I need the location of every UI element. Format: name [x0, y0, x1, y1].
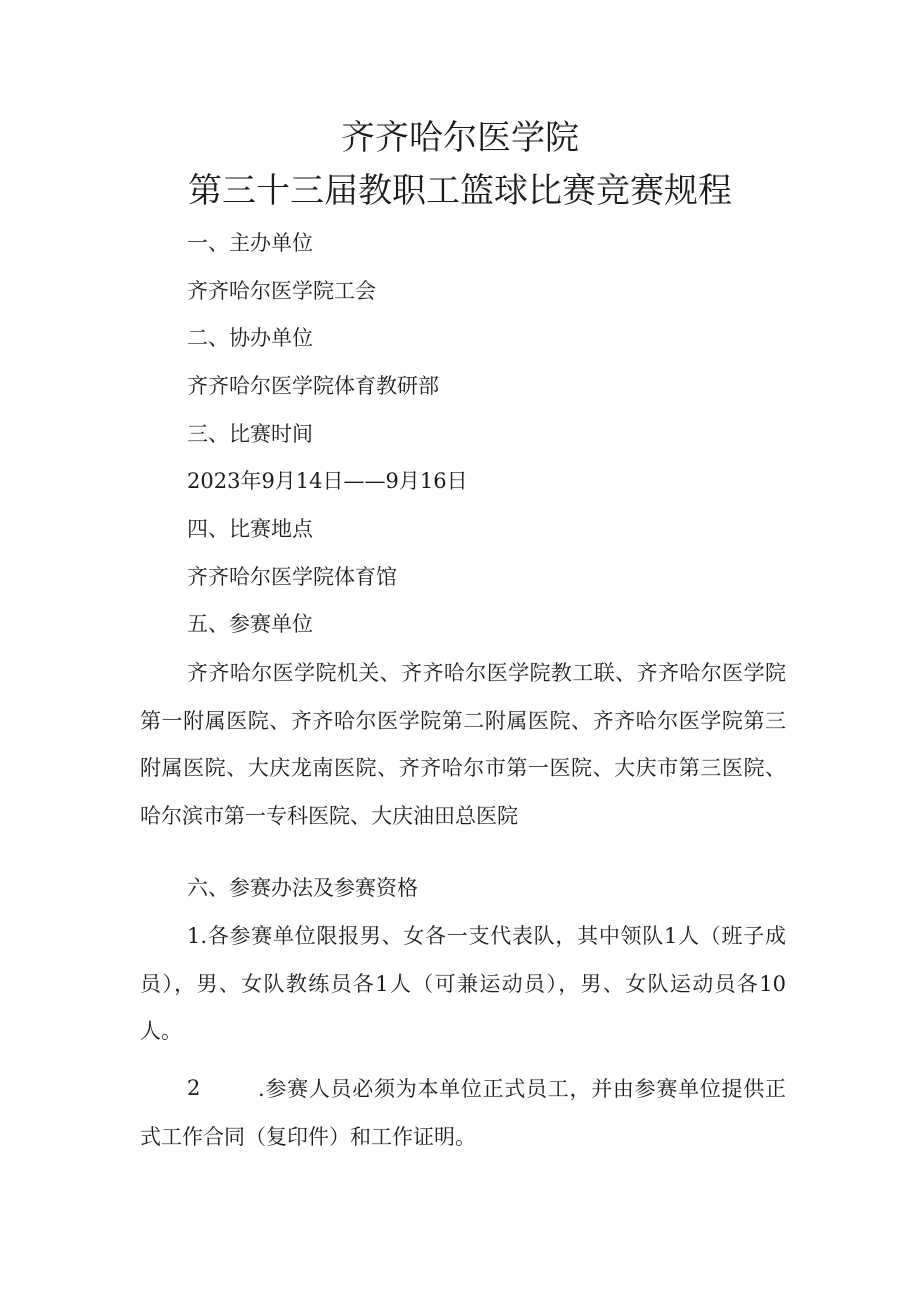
section6-item1: 1.各参赛单位限报男、女各一支代表队，其中领队1人（班子成员），男、女队教练员各1人（可兼运动员），男、女队运动员各10人。 — [140, 924, 786, 1043]
document-title-line1: 齐齐哈尔医学院 — [341, 118, 579, 158]
section2-heading: 二、协办单位 — [187, 326, 313, 350]
section1-body: 齐齐哈尔医学院工会 — [187, 279, 376, 303]
section3-heading: 三、比赛时间 — [187, 422, 313, 446]
section5-body: 齐齐哈尔医学院机关、齐齐哈尔医学院教工联、齐齐哈尔医学院第一附属医院、齐齐哈尔医学院第二附属医院、齐齐哈尔医学院第三附属医院、大庆龙南医院、齐齐哈尔市第一医院、大庆市第三医院、哈尔滨市第一专科医院、大庆油田总医院 — [140, 661, 786, 828]
section4-heading: 四、比赛地点 — [187, 517, 313, 541]
section6-heading: 六、参赛办法及参赛资格 — [187, 876, 418, 900]
section3-body: 2023年9月14日——9月16日 — [187, 469, 468, 493]
section2-body: 齐齐哈尔医学院体育教研部 — [187, 374, 439, 398]
section5-heading: 五、参赛单位 — [187, 612, 313, 636]
section6-item2: .参赛人员必须为本单位正式员工，并由参赛单位提供正式工作合同（复印件）和工作证明。 — [140, 1077, 786, 1149]
document-title-line2: 第三十三届教职工篮球比赛竞赛规程 — [188, 171, 732, 211]
item2-number: 2 — [187, 1076, 201, 1100]
section1-heading: 一、主办单位 — [187, 231, 313, 255]
section4-body: 齐齐哈尔医学院体育馆 — [187, 565, 397, 589]
